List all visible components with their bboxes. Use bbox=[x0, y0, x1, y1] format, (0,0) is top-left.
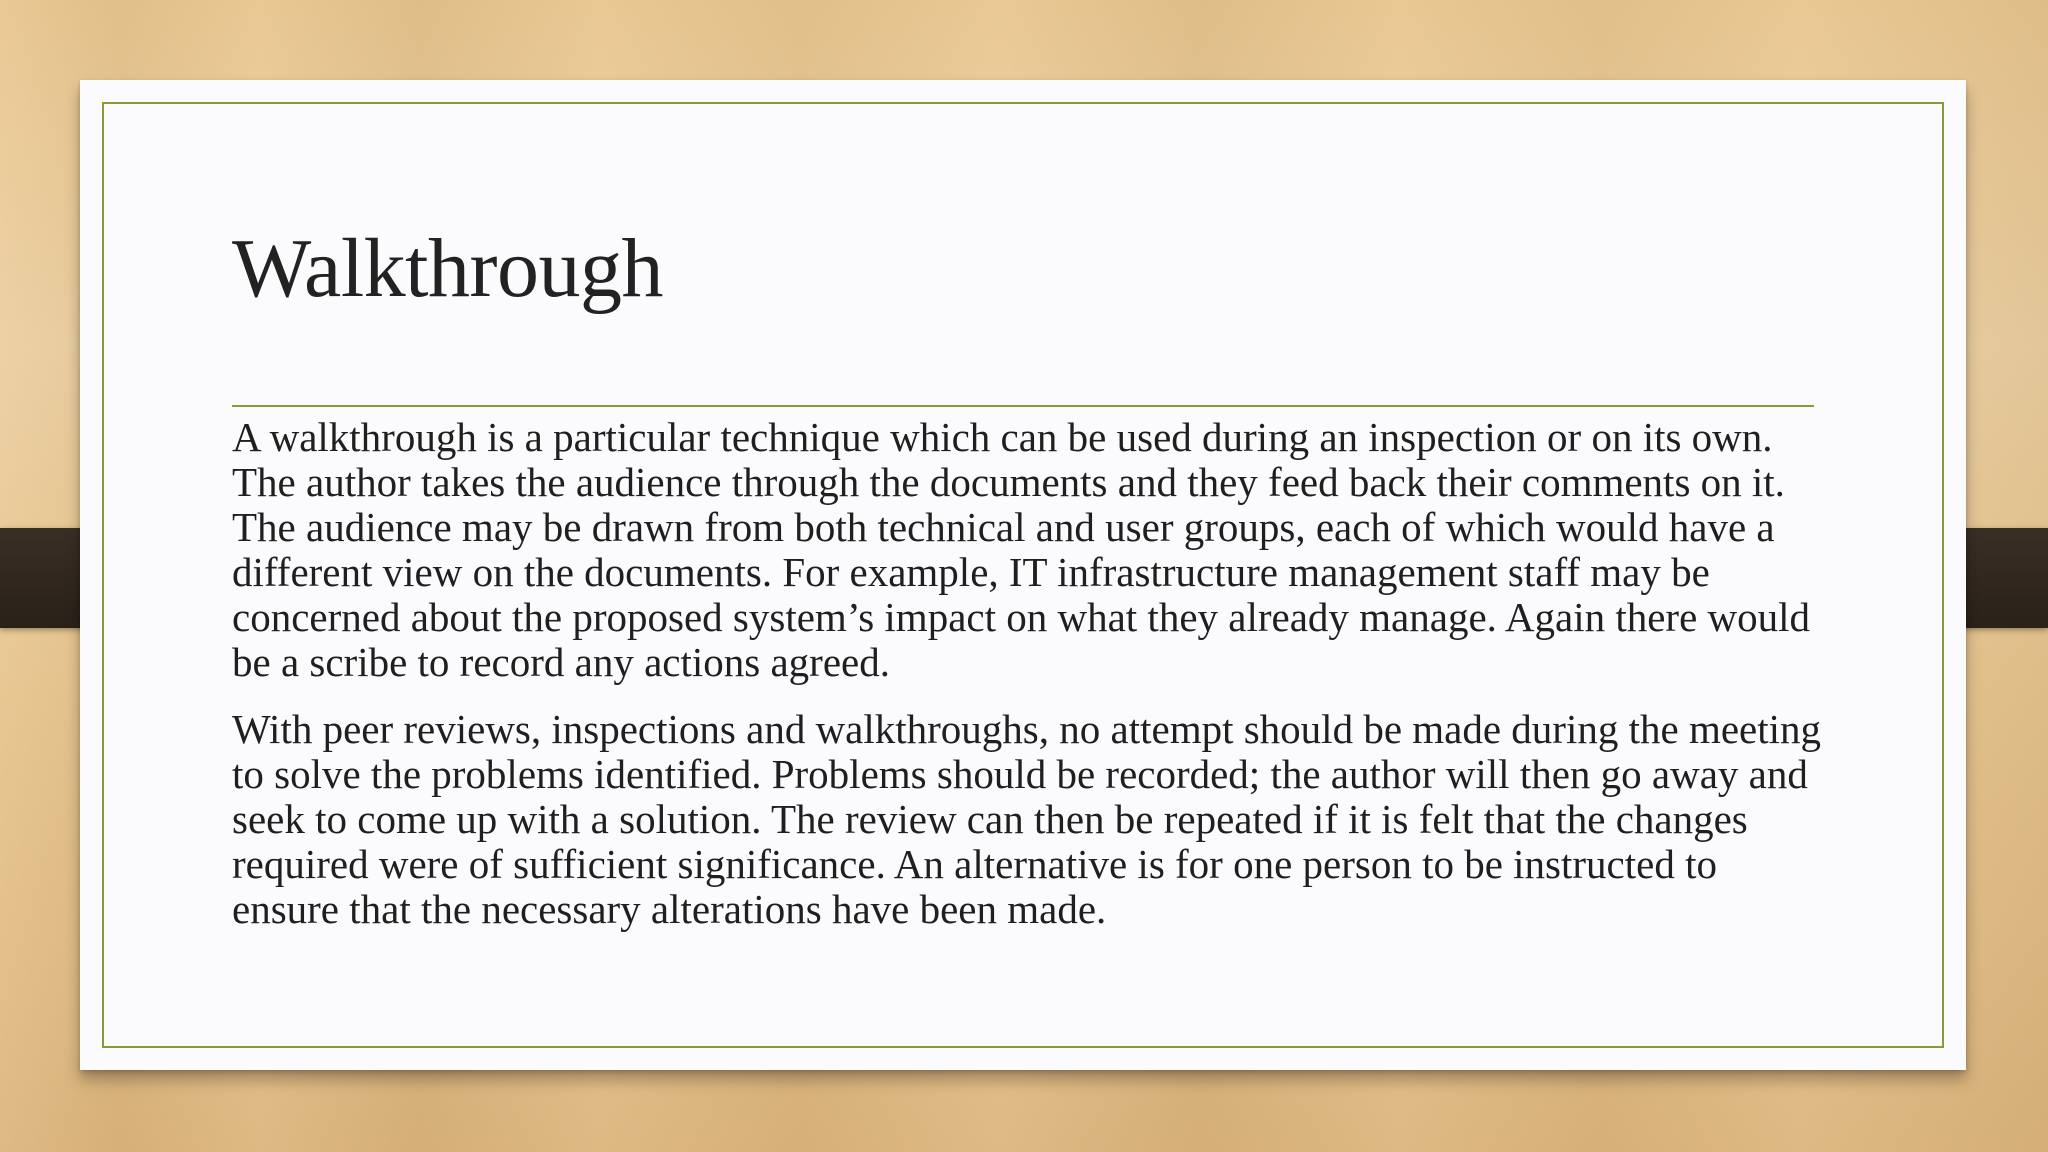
slide bbox=[80, 80, 1966, 1070]
title-divider bbox=[232, 405, 1814, 407]
body-paragraph-1: A walkthrough is a particular technique which can be used during an inspection or on its own. The author takes the audience through the documents and they feed back their comments on it. The audience may be drawn from both technical and user groups, each of which would have a different view on the documents. For example, IT infrastructure management staff may be concerned about the proposed system’s impact on what they already manage. Again there would be a scribe to record any actions agreed. bbox=[232, 414, 1811, 685]
slide-body bbox=[232, 415, 1822, 954]
body-paragraph-2: With peer reviews, inspections and walkthroughs, no attempt should be made during the meeting to solve the problems identified. Problems should be recorded; the author will then go away and seek to come up with a solution. The review can then be repeated if it is felt that the changes required were of sufficient significance. An alternative is for one person to be instructed to ensure that the necessary alterations have been made. bbox=[232, 706, 1822, 932]
slide-title: Walkthrough bbox=[232, 222, 663, 315]
